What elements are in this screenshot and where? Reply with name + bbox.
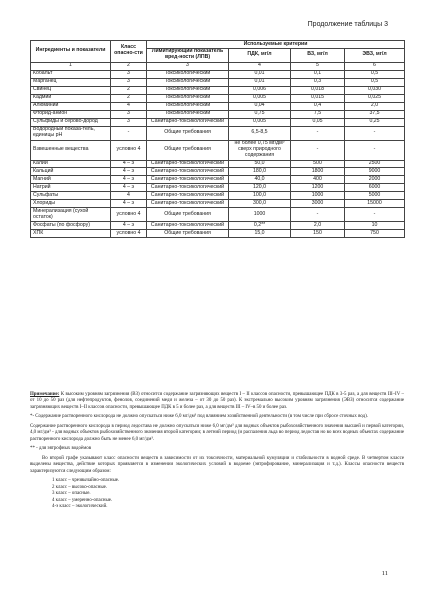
hazard-class-cell: 4 – э — [111, 200, 147, 208]
mpc-cell: 0,2** — [229, 222, 291, 230]
header-hazard-class: Класс опасно-сти — [111, 41, 147, 63]
hazard-class-cell: 3 — [111, 70, 147, 78]
table-row — [31, 140, 405, 160]
table-row — [31, 118, 405, 126]
evz-cell: 9000 — [345, 168, 405, 176]
ingredient-cell: Сульфаты — [31, 192, 111, 200]
hazard-class-cell: 4 – э — [111, 176, 147, 184]
vz-cell: 150 — [291, 230, 345, 238]
header-used-criteria: Используемые критерии — [147, 41, 405, 49]
hazard-class-list — [52, 478, 404, 510]
column-number: 6 — [345, 62, 405, 70]
column-number: 2 — [111, 62, 147, 70]
vz-cell: 7,5 — [291, 110, 345, 118]
column-number: 1 — [31, 62, 111, 70]
ingredient-cell: Магний — [31, 176, 111, 184]
table-row — [31, 200, 405, 208]
evz-cell: 5000 — [345, 192, 405, 200]
vz-cell: - — [291, 126, 345, 140]
ingredient-cell: Калий — [31, 160, 111, 168]
ingredient-cell: Фосфаты (по фосфору) — [31, 222, 111, 230]
table-row — [31, 110, 405, 118]
vz-cell: 400 — [291, 176, 345, 184]
vz-cell: 2,0 — [291, 222, 345, 230]
mpc-cell: 0,04 — [229, 102, 291, 110]
vz-cell: 0,4 — [291, 102, 345, 110]
ingredient-cell: Сульфиды и серово-дород — [31, 118, 111, 126]
note-label: Примечание: — [30, 392, 60, 397]
limiting-indicator-cell: Токсикологический — [147, 78, 229, 86]
evz-cell: 0,025 — [345, 94, 405, 102]
limiting-indicator-cell: Санитарно-токсикологический — [147, 160, 229, 168]
ingredient-cell: Натрий — [31, 184, 111, 192]
limiting-indicator-cell: Санитарно-токсикологический — [147, 200, 229, 208]
note-3: Содержание растворенного кислорода в период ледостава не должно опускаться ниже 6,0 мг/дм³ для водных объектов рыбохозяйственного значения высшей и первой категории, 4,0 мг/дм³ - для водных объектов рыбохозяйственного значения второй категории; в летний период (и распаления льда во период ледостав но во всех водных объектах содержание растворенного кислорода должно быть не менее 6,0 мг/дм³. — [30, 423, 404, 442]
table-row — [31, 168, 405, 176]
list-item: 3 класс – опасные. — [52, 491, 91, 497]
note-2: *- Содержание растворенного кислорода не должно опускаться ниже 6,0 мг/дм³ под влиянием хозяйственной деятельности (в том числе при сбросе сточных вод). — [30, 414, 369, 420]
vz-cell: - — [291, 208, 345, 222]
limiting-indicator-cell: Общие требования — [147, 208, 229, 222]
page-number: 11 — [381, 570, 388, 577]
mpc-cell: не более 0,75 мг/дм³ сверх природного содержания — [229, 140, 291, 160]
hazard-class-cell: 3 — [111, 118, 147, 126]
column-number: 3 — [147, 62, 229, 70]
table-row — [31, 70, 405, 78]
evz-cell: - — [345, 126, 405, 140]
table-row — [31, 78, 405, 86]
table-row — [31, 86, 405, 94]
limiting-indicator-cell: Общие требования — [147, 126, 229, 140]
mpc-cell: 100,0 — [229, 192, 291, 200]
evz-cell: 37,5 — [345, 110, 405, 118]
mpc-cell: 120,0 — [229, 184, 291, 192]
mpc-cell: 6,5-8,5 — [229, 126, 291, 140]
limiting-indicator-cell: Токсикологический — [147, 94, 229, 102]
hazard-class-cell: 4 – э — [111, 160, 147, 168]
ingredient-cell: ХПК — [31, 230, 111, 238]
mpc-cell: 15,0 — [229, 230, 291, 238]
limiting-indicator-cell: Санитарно-токсикологический — [147, 184, 229, 192]
limiting-indicator-cell: Санитарно-токсикологический — [147, 176, 229, 184]
hazard-class-cell: условно 4 — [111, 208, 147, 222]
mpc-cell: 40,0 — [229, 176, 291, 184]
notes-section — [30, 392, 404, 511]
evz-cell: 6000 — [345, 184, 405, 192]
hazard-class-cell: условно 4 — [111, 140, 147, 160]
evz-cell: 0,030 — [345, 86, 405, 94]
hazard-class-cell: условно 4 — [111, 230, 147, 238]
ingredient-cell: Алюминий — [31, 102, 111, 110]
header-limiting-indicator: Лимитирующий показатель вред-ности (ЛПВ) — [147, 48, 229, 62]
limiting-indicator-cell: Токсикологический — [147, 86, 229, 94]
limiting-indicator-cell: Санитарно-токсикологический — [147, 118, 229, 126]
mpc-cell: 0,006 — [229, 86, 291, 94]
hazard-class-cell: 4 — [111, 192, 147, 200]
ingredient-cell: Кадмий — [31, 94, 111, 102]
hazard-class-cell: 4 – э — [111, 168, 147, 176]
mpc-cell: 180,0 — [229, 168, 291, 176]
mpc-cell: 1000 — [229, 208, 291, 222]
table-row — [31, 222, 405, 230]
limiting-indicator-cell: Токсикологический — [147, 70, 229, 78]
table-row — [31, 94, 405, 102]
evz-cell: 2500 — [345, 160, 405, 168]
hazard-class-cell: 3 — [111, 110, 147, 118]
evz-cell: 750 — [345, 230, 405, 238]
vz-cell: 0,3 — [291, 78, 345, 86]
table-row — [31, 176, 405, 184]
header-vz: ВЗ, мг/л — [291, 48, 345, 62]
limiting-indicator-cell: Санитарно-токсикологический — [147, 168, 229, 176]
limiting-indicator-cell: Общие требования — [147, 140, 229, 160]
evz-cell: 0,5 — [345, 78, 405, 86]
ingredient-cell: Свинец — [31, 86, 111, 94]
hazard-class-cell: 4 – э — [111, 222, 147, 230]
mpc-cell: 0,01 — [229, 70, 291, 78]
evz-cell: - — [345, 208, 405, 222]
table-row — [31, 102, 405, 110]
mpc-cell: 0,75 — [229, 110, 291, 118]
evz-cell: 2,0 — [345, 102, 405, 110]
vz-cell: 1000 — [291, 192, 345, 200]
vz-cell: 0,05 — [291, 118, 345, 126]
ingredient-cell: Фторид-анион — [31, 110, 111, 118]
ingredient-cell: Водородный показа-тель, единицы рН — [31, 126, 111, 140]
note-4: ** - для эвтрофных водоёмов — [30, 446, 92, 452]
evz-cell: 2000 — [345, 176, 405, 184]
table-row — [31, 208, 405, 222]
hazard-class-paragraph: Во второй графе указывают класс опасности веществ в зависимости от их токсичности, материальной кумуляции и стабильности в водной среде. В четвертом классе выделены вещества, действие которых проявляется в изменении экологических условий в водоеме (эвтрофирование, минерализация и т.д.). Классы опасности веществ характеризуются следующим образом: — [30, 455, 404, 474]
table-row — [31, 230, 405, 238]
list-item: 2 класс – высоко-опасные. — [52, 484, 108, 490]
ingredient-cell: Кобальт — [31, 70, 111, 78]
header-mpc: ПДК, мг/л — [229, 48, 291, 62]
table-row — [31, 160, 405, 168]
header-evz: ЭВЗ, мг/л — [345, 48, 405, 62]
vz-cell: 1200 — [291, 184, 345, 192]
note-1-text: К высоким уровням загрязнения (ВЗ) относится содержание загрязняющих веществ I – II классов опасности, превышающее ПДК в 3-5 раз, а для веществ III–IV – от 10 до 50 раз (для нефтепродуктов, фенолов, соединений меди и железа – от 30 до 50 раз). К экстремально высоким уровням загрязнения (ЭВЗ) относится содержание загрязняющих веществ I–II классов опасности, превышающее ПДК в 5 и более раз, а для веществ III – IV–в 50 и более раз. — [30, 392, 404, 410]
header-ingredients: Ингредиенты и показатели — [31, 41, 111, 63]
hazard-class-cell: 4 — [111, 102, 147, 110]
vz-cell: - — [291, 140, 345, 160]
hazard-class-cell: 4 – э — [111, 184, 147, 192]
vz-cell: 0,015 — [291, 94, 345, 102]
mpc-cell: 0,005 — [229, 118, 291, 126]
hazard-class-cell: 2 — [111, 94, 147, 102]
ingredient-cell: Минерализация (сухой остаток) — [31, 208, 111, 222]
evz-cell: 10 — [345, 222, 405, 230]
limiting-indicator-cell: Санитарно-токсикологический — [147, 222, 229, 230]
mpc-cell: 50,0 — [229, 160, 291, 168]
limiting-indicator-cell: Токсикологический — [147, 110, 229, 118]
hazard-class-cell: 3 — [111, 78, 147, 86]
limiting-indicator-cell: Токсикологический — [147, 102, 229, 110]
vz-cell: 1800 — [291, 168, 345, 176]
list-item: 4 класс – умеренно-опасные. — [52, 497, 113, 503]
vz-cell: 3000 — [291, 200, 345, 208]
criteria-table — [30, 40, 405, 238]
table-row — [31, 192, 405, 200]
mpc-cell: 300,0 — [229, 200, 291, 208]
mpc-cell: 0,005 — [229, 94, 291, 102]
ingredient-cell: Взвешенные вещества — [31, 140, 111, 160]
column-number-row — [31, 62, 405, 70]
column-number: 5 — [291, 62, 345, 70]
list-item: 1 класс – чрезвычайно-опасные. — [52, 478, 120, 484]
table-row — [31, 184, 405, 192]
evz-cell: - — [345, 140, 405, 160]
evz-cell: 0,5 — [345, 70, 405, 78]
note-1 — [30, 392, 404, 411]
evz-cell: 15000 — [345, 200, 405, 208]
continuation-caption: Продолжение таблицы 3 — [307, 21, 388, 28]
vz-cell: 0,1 — [291, 70, 345, 78]
limiting-indicator-cell: Санитарно-токсикологический — [147, 192, 229, 200]
evz-cell: 0,25 — [345, 118, 405, 126]
vz-cell: 500 — [291, 160, 345, 168]
vz-cell: 0,018 — [291, 86, 345, 94]
ingredient-cell: Марганец — [31, 78, 111, 86]
mpc-cell: 0,01 — [229, 78, 291, 86]
ingredient-cell: Хлориды — [31, 200, 111, 208]
hazard-class-cell: 2 — [111, 86, 147, 94]
hazard-class-cell: - — [111, 126, 147, 140]
table-body — [31, 70, 405, 237]
column-number: 4 — [229, 62, 291, 70]
table-row — [31, 126, 405, 140]
limiting-indicator-cell: Общие требования — [147, 230, 229, 238]
list-item: 4-э класс – экологический. — [52, 504, 108, 510]
ingredient-cell: Кальций — [31, 168, 111, 176]
